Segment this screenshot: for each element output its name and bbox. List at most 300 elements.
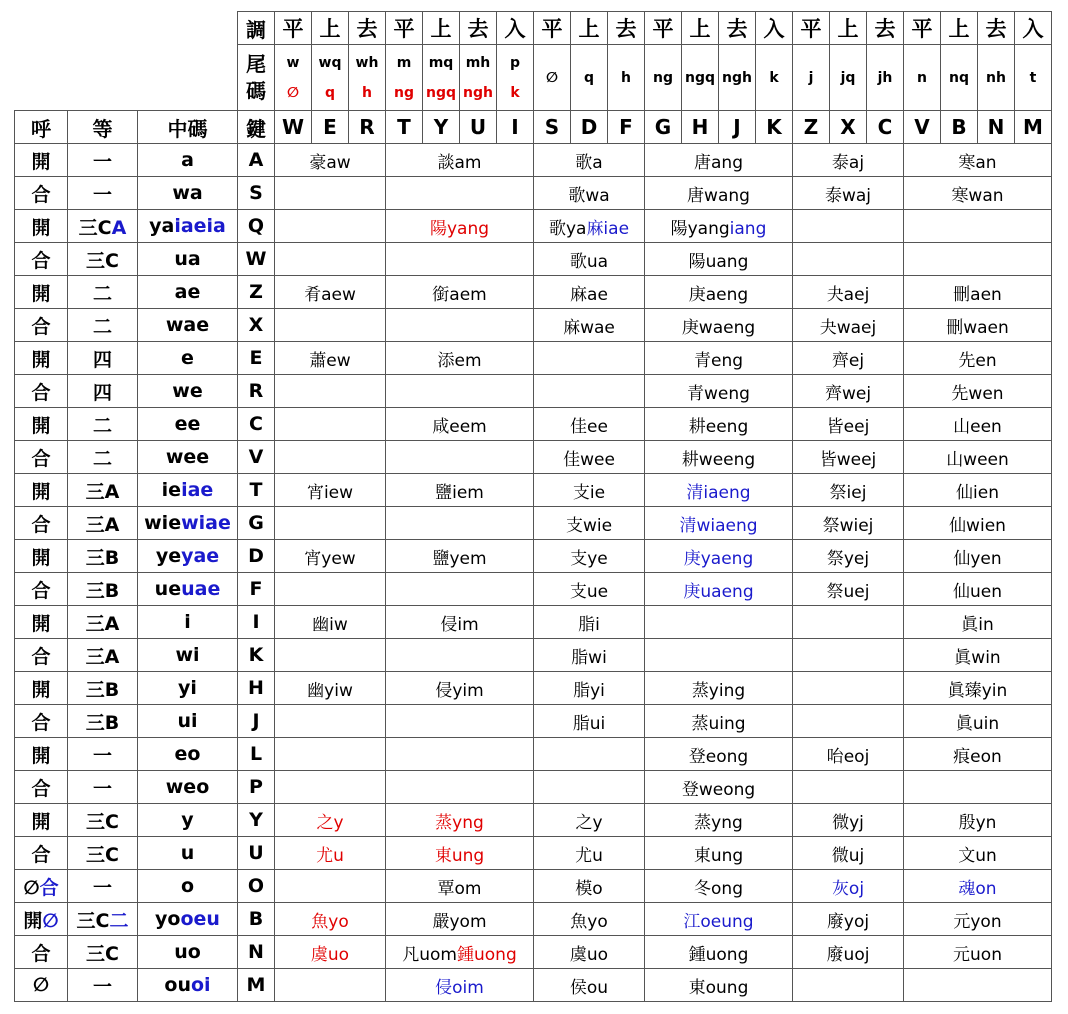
- key-cell: P: [238, 771, 275, 804]
- rhyme-cell: [645, 243, 793, 276]
- rhyme-cell: [386, 837, 534, 870]
- table-row: [15, 276, 1052, 309]
- text-segment: 二: [92, 447, 112, 470]
- tone-header: 平: [386, 12, 423, 45]
- text-segment: 三B: [85, 678, 120, 701]
- text-segment: 侯ou: [569, 977, 609, 998]
- hu-cell: [15, 276, 68, 309]
- text-segment: 一: [92, 777, 112, 800]
- text-segment: 支ye: [570, 548, 608, 569]
- text-segment: 耕eeng: [688, 416, 749, 437]
- hu-cell: [15, 606, 68, 639]
- table-row: [15, 606, 1052, 639]
- key-header: B: [941, 111, 978, 144]
- zhongma-cell: [138, 705, 238, 738]
- deng-cell: [68, 276, 138, 309]
- text-segment: 齊ej: [831, 350, 865, 371]
- table-row: [15, 342, 1052, 375]
- rhyme-cell: [386, 177, 534, 210]
- hu-cell: [15, 507, 68, 540]
- text-segment: i: [184, 611, 191, 633]
- key-cell: F: [238, 573, 275, 606]
- rhyme-cell: [275, 144, 386, 177]
- key-header: Z: [793, 111, 830, 144]
- text-segment: 三C: [86, 843, 119, 866]
- key-cell: Y: [238, 804, 275, 837]
- rhyme-cell: [386, 210, 534, 243]
- text-segment: 泰aj: [831, 152, 865, 173]
- text-segment: 登weong: [681, 779, 756, 800]
- rhyme-cell: [275, 804, 386, 837]
- tail-code-alt: h: [362, 84, 372, 101]
- zhongma-cell: [138, 309, 238, 342]
- key-cell: M: [238, 969, 275, 1002]
- tone-header: 去: [349, 12, 386, 45]
- deng-cell: [68, 672, 138, 705]
- tail-code-alt: ng: [394, 84, 414, 101]
- rhyme-cell: [904, 375, 1052, 408]
- hu-cell: [15, 936, 68, 969]
- tail-code-primary: mq: [428, 54, 454, 71]
- text-segment: 三C: [78, 216, 112, 239]
- text-segment: 二: [92, 315, 112, 338]
- rhyme-cell: [904, 144, 1052, 177]
- rhyme-cell: [386, 408, 534, 441]
- text-segment: 合: [31, 249, 51, 272]
- tail-code: q: [571, 45, 608, 111]
- text-segment: 山ween: [946, 449, 1009, 470]
- tone-header: 平: [904, 12, 941, 45]
- text-segment: 仙wien: [949, 515, 1006, 536]
- rhyme-cell: [645, 474, 793, 507]
- text-segment: 眞win: [954, 647, 1001, 668]
- rhyme-cell: [793, 243, 904, 276]
- text-segment: 一: [92, 744, 112, 767]
- zhongma-cell: [138, 771, 238, 804]
- text-segment: ae: [174, 281, 201, 303]
- text-segment: 佳ee: [570, 416, 608, 437]
- text-segment: 祭iej: [829, 482, 867, 503]
- text-segment: 魚yo: [570, 911, 608, 932]
- deng-cell: [68, 408, 138, 441]
- key-cell: Q: [238, 210, 275, 243]
- text-segment: 寒wan: [951, 185, 1004, 206]
- text-segment: 鍾uong: [457, 944, 517, 965]
- text-segment: 合: [39, 876, 59, 899]
- rhyme-cell: [275, 375, 386, 408]
- rhyme-cell: [793, 903, 904, 936]
- rhyme-cell: [275, 705, 386, 738]
- table-row: [15, 573, 1052, 606]
- key-cell: D: [238, 540, 275, 573]
- rhyme-cell: [275, 573, 386, 606]
- rhyme-cell: [275, 243, 386, 276]
- text-segment: 三B: [85, 546, 120, 569]
- key-cell: N: [238, 936, 275, 969]
- corner-blank: [15, 45, 238, 111]
- table-row: [15, 474, 1052, 507]
- tail-code-primary: w: [286, 54, 300, 71]
- rhyme-cell: [904, 573, 1052, 606]
- tail-code: ngh: [719, 45, 756, 111]
- key-cell: A: [238, 144, 275, 177]
- tone-header: 上: [830, 12, 867, 45]
- text-segment: 合: [31, 777, 51, 800]
- hu-cell: [15, 408, 68, 441]
- tail-code-alt: q: [324, 84, 336, 101]
- text-segment: 開: [23, 909, 43, 932]
- rhyme-cell: [645, 837, 793, 870]
- rhyme-cell: [904, 870, 1052, 903]
- table-row: [15, 672, 1052, 705]
- zhongma-cell: [138, 573, 238, 606]
- rhyme-cell: [904, 243, 1052, 276]
- text-segment: yae: [181, 545, 220, 567]
- key-header: K: [756, 111, 793, 144]
- key-header: F: [608, 111, 645, 144]
- rhyme-cell: [534, 540, 645, 573]
- text-segment: 寒an: [958, 152, 997, 173]
- text-segment: 鹽yem: [432, 548, 487, 569]
- rhyme-cell: [904, 474, 1052, 507]
- text-segment: 四: [92, 381, 112, 404]
- zhongma-cell: [138, 639, 238, 672]
- rhyme-cell: [275, 936, 386, 969]
- rhyme-cell: [534, 672, 645, 705]
- text-segment: 三B: [85, 579, 120, 602]
- rhyme-cell: [645, 804, 793, 837]
- rhyme-cell: [386, 738, 534, 771]
- rhyme-cell: [793, 144, 904, 177]
- rhyme-cell: [645, 177, 793, 210]
- rhyme-cell: [534, 903, 645, 936]
- zhongma-cell: [138, 210, 238, 243]
- key-header: D: [571, 111, 608, 144]
- rhyme-cell: [645, 309, 793, 342]
- rhyme-cell: [793, 837, 904, 870]
- text-segment: 模o: [575, 878, 603, 899]
- text-segment: 殷yn: [958, 812, 997, 833]
- table-row: [15, 738, 1052, 771]
- rhyme-cell: [793, 870, 904, 903]
- table-row: [15, 441, 1052, 474]
- text-segment: 談am: [437, 152, 482, 173]
- tail-code: [386, 45, 423, 111]
- text-segment: 祭uej: [826, 581, 870, 602]
- key-cell: J: [238, 705, 275, 738]
- tone-header: 上: [682, 12, 719, 45]
- rhyme-cell: [275, 771, 386, 804]
- key-header: Y: [423, 111, 460, 144]
- deng-cell: [68, 837, 138, 870]
- rhyme-cell: [904, 606, 1052, 639]
- rhyme-cell: [904, 903, 1052, 936]
- table-row: [15, 804, 1052, 837]
- text-segment: 齊wej: [824, 383, 872, 404]
- deng-cell: [68, 705, 138, 738]
- text-segment: 二: [92, 282, 112, 305]
- rhyme-cell: [645, 441, 793, 474]
- text-segment: 合: [31, 645, 51, 668]
- text-segment: 麻ae: [570, 284, 608, 305]
- text-segment: 脂ui: [572, 713, 606, 734]
- rhyme-cell: [645, 144, 793, 177]
- table-row: [15, 507, 1052, 540]
- text-segment: 皆weej: [819, 449, 877, 470]
- zhongma-header: 中碼: [138, 111, 238, 144]
- deng-cell: [68, 804, 138, 837]
- rhyme-cell: [793, 342, 904, 375]
- text-segment: 脂i: [578, 614, 600, 635]
- text-segment: uo: [174, 941, 201, 963]
- zhongma-cell: [138, 507, 238, 540]
- text-segment: 仙ien: [956, 482, 999, 503]
- rhyme-cell: [534, 177, 645, 210]
- rhyme-cell: [386, 903, 534, 936]
- hu-cell: [15, 639, 68, 672]
- text-segment: 庚uaeng: [683, 581, 754, 602]
- text-segment: 蒸uing: [691, 713, 746, 734]
- rhyme-cell: [904, 804, 1052, 837]
- rhyme-cell: [534, 375, 645, 408]
- text-segment: 合: [31, 315, 51, 338]
- rhyme-cell: [645, 771, 793, 804]
- text-segment: 合: [31, 381, 51, 404]
- text-segment: 三A: [85, 612, 120, 635]
- text-segment: o: [180, 875, 195, 897]
- rhyme-cell: [793, 639, 904, 672]
- deng-header: 等: [68, 111, 138, 144]
- table-row: [15, 540, 1052, 573]
- rhyme-cell: [793, 771, 904, 804]
- rhyme-cell: [534, 573, 645, 606]
- text-segment: 侵yim: [435, 680, 484, 701]
- rhyme-cell: [275, 276, 386, 309]
- rhyme-cell: [904, 672, 1052, 705]
- tone-header: 入: [1015, 12, 1052, 45]
- zhongma-cell: [138, 177, 238, 210]
- rhyme-cell: [904, 738, 1052, 771]
- deng-cell: [68, 639, 138, 672]
- table-row: [15, 144, 1052, 177]
- key-label: 鍵: [238, 111, 275, 144]
- rhyme-cell: [534, 771, 645, 804]
- deng-cell: [68, 342, 138, 375]
- text-segment: 眞臻yin: [947, 680, 1008, 701]
- rhyme-cell: [645, 540, 793, 573]
- tone-header: 上: [941, 12, 978, 45]
- tone-header: 去: [867, 12, 904, 45]
- rhyme-cell: [534, 309, 645, 342]
- tone-header: 平: [534, 12, 571, 45]
- text-segment: 微yj: [832, 812, 864, 833]
- text-segment: 蒸yng: [694, 812, 743, 833]
- rhyme-cell: [275, 441, 386, 474]
- key-header: R: [349, 111, 386, 144]
- text-segment: ue: [154, 578, 182, 600]
- rhyme-cell: [904, 771, 1052, 804]
- tone-header: 上: [571, 12, 608, 45]
- text-segment: 東oung: [688, 977, 749, 998]
- text-segment: 三A: [85, 513, 120, 536]
- text-segment: wie: [144, 512, 182, 534]
- rhyme-cell: [275, 639, 386, 672]
- tail-code-primary: mh: [465, 54, 491, 71]
- zhongma-cell: [138, 276, 238, 309]
- rhyme-cell: [534, 738, 645, 771]
- rhyme-cell: [904, 309, 1052, 342]
- rhyme-cell: [645, 408, 793, 441]
- deng-cell: [68, 771, 138, 804]
- key-header: H: [682, 111, 719, 144]
- rhyme-cell: [386, 507, 534, 540]
- key-cell: O: [238, 870, 275, 903]
- zhongma-cell: [138, 540, 238, 573]
- tail-code-alt: ngh: [463, 84, 493, 101]
- rhyme-cell: [904, 342, 1052, 375]
- key-header: V: [904, 111, 941, 144]
- hu-cell: [15, 969, 68, 1002]
- text-segment: yo: [155, 908, 181, 930]
- hu-cell: [15, 870, 68, 903]
- tone-header: 平: [793, 12, 830, 45]
- text-segment: 庚aeng: [688, 284, 749, 305]
- tone-header: 平: [645, 12, 682, 45]
- rhyme-cell: [534, 474, 645, 507]
- tail-code: jq: [830, 45, 867, 111]
- table-row: [15, 870, 1052, 903]
- text-segment: 三B: [85, 711, 120, 734]
- key-cell: U: [238, 837, 275, 870]
- rhyme-cell: [793, 936, 904, 969]
- text-segment: 開: [31, 678, 51, 701]
- key-header: U: [460, 111, 497, 144]
- text-segment: ∅: [42, 909, 59, 932]
- rhyme-cell: [534, 870, 645, 903]
- text-segment: 微uj: [831, 845, 865, 866]
- hu-cell: [15, 705, 68, 738]
- text-segment: 二: [92, 414, 112, 437]
- text-segment: 三C: [86, 942, 119, 965]
- text-segment: 元yon: [953, 911, 1002, 932]
- zhongma-cell: [138, 375, 238, 408]
- zhongma-cell: [138, 606, 238, 639]
- text-segment: 歌ya: [548, 218, 587, 239]
- rhyme-cell: [793, 804, 904, 837]
- rhyme-cell: [904, 639, 1052, 672]
- tail-code: n: [904, 45, 941, 111]
- table-row: [15, 210, 1052, 243]
- tail-code-alt: ngq: [425, 84, 456, 101]
- deng-cell: [68, 573, 138, 606]
- rhyme-cell: [645, 870, 793, 903]
- text-segment: 清iaeng: [686, 482, 751, 503]
- text-segment: ∅: [23, 876, 40, 899]
- text-segment: 痕eon: [953, 746, 1002, 767]
- text-segment: 侵im: [440, 614, 479, 635]
- text-segment: 合: [31, 579, 51, 602]
- zhongma-cell: [138, 474, 238, 507]
- table-row: [15, 837, 1052, 870]
- text-segment: 三A: [85, 645, 120, 668]
- text-segment: 開: [31, 546, 51, 569]
- tail-code: ∅: [534, 45, 571, 111]
- tail-code: j: [793, 45, 830, 111]
- text-segment: 祭wiej: [822, 515, 874, 536]
- text-segment: 一: [92, 975, 112, 998]
- text-segment: 開: [31, 744, 51, 767]
- text-segment: 凡uom: [402, 944, 457, 965]
- text-segment: 支ie: [572, 482, 606, 503]
- rhyme-cell: [534, 210, 645, 243]
- rhyme-cell: [904, 969, 1052, 1002]
- text-segment: 合: [31, 711, 51, 734]
- table-row: [15, 177, 1052, 210]
- tail-code: ng: [645, 45, 682, 111]
- tail-code: nh: [978, 45, 1015, 111]
- text-segment: 登eong: [688, 746, 749, 767]
- text-segment: 三A: [85, 480, 120, 503]
- text-segment: 二: [109, 909, 129, 932]
- text-segment: 合: [31, 183, 51, 206]
- text-segment: 肴aew: [304, 284, 356, 305]
- text-segment: 合: [31, 843, 51, 866]
- text-segment: 開: [31, 216, 51, 239]
- text-segment: iang: [729, 218, 767, 239]
- text-segment: we: [172, 380, 203, 402]
- hu-cell: [15, 573, 68, 606]
- rhyme-cell: [386, 969, 534, 1002]
- deng-cell: [68, 936, 138, 969]
- rhyme-cell: [904, 441, 1052, 474]
- tail-code: jh: [867, 45, 904, 111]
- text-segment: 蒸ying: [691, 680, 746, 701]
- text-segment: 蒸yng: [435, 812, 484, 833]
- text-segment: 三C: [76, 909, 110, 932]
- text-segment: 開: [31, 480, 51, 503]
- zhongma-cell: [138, 903, 238, 936]
- text-segment: 江oeung: [683, 911, 754, 932]
- rhyme-cell: [645, 573, 793, 606]
- text-segment: 魂on: [958, 878, 997, 899]
- text-segment: iaeia: [174, 215, 226, 237]
- hu-cell: [15, 738, 68, 771]
- rhyme-cell: [386, 672, 534, 705]
- text-segment: 夬aej: [826, 284, 870, 305]
- rhyme-cell: [904, 936, 1052, 969]
- deng-cell: [68, 507, 138, 540]
- text-segment: 仙uen: [952, 581, 1002, 602]
- rhyme-cell: [275, 837, 386, 870]
- rhyme-cell: [645, 375, 793, 408]
- hu-cell: [15, 243, 68, 276]
- rhyme-cell: [645, 672, 793, 705]
- rhyme-cell: [645, 210, 793, 243]
- code-label: 尾碼: [238, 45, 275, 111]
- rhyme-cell: [534, 144, 645, 177]
- text-segment: 幽yiw: [307, 680, 353, 701]
- zhongma-cell: [138, 144, 238, 177]
- rhyme-cell: [386, 936, 534, 969]
- tone-header: 去: [608, 12, 645, 45]
- rhyme-cell: [534, 969, 645, 1002]
- rhyme-cell: [534, 342, 645, 375]
- text-segment: 陽yang: [429, 218, 490, 239]
- zhongma-cell: [138, 936, 238, 969]
- rhyme-cell: [645, 606, 793, 639]
- text-segment: 魚yo: [311, 911, 349, 932]
- rhyme-cell: [275, 342, 386, 375]
